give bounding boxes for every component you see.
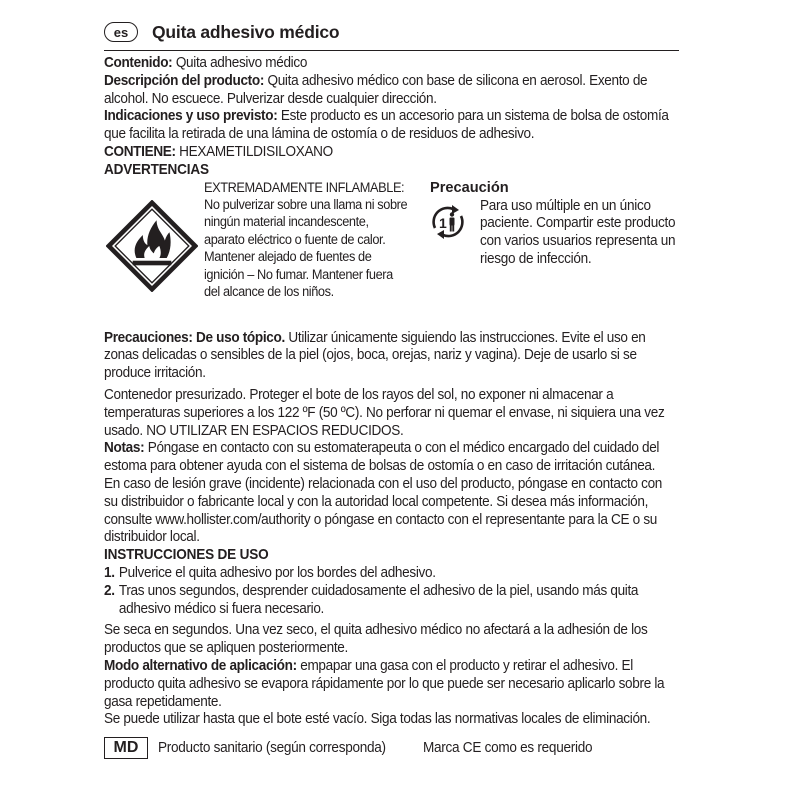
flammable-warning-text: EXTREMADAMENTE INFLAMABLE: No pulverizar sobre una llama ni sobre ningún material incandescente, aparato eléctrico o fuente de calor. Mantener alejado de fuentes de ignición – No fumar. Mantener fuera del alcance de los niños. bbox=[204, 179, 408, 301]
contents-text: Quita adhesivo médico bbox=[172, 55, 308, 71]
notes-text: Póngase en contacto con su estomaterapeuta o con el médico encargado del cuidado del estoma para obtener ayuda con el sistema de bolsas de ostomía o en caso de irritación cutánea. bbox=[104, 440, 660, 475]
contents-line bbox=[104, 55, 679, 73]
alternative-method-label: Modo alternativo de aplicación: bbox=[104, 657, 297, 674]
footer-symbols bbox=[104, 737, 679, 759]
intended-use-paragraph bbox=[104, 108, 679, 144]
description-paragraph bbox=[104, 73, 679, 109]
contains-label: CONTIENE: bbox=[104, 143, 176, 160]
page-title: Quita adhesivo médico bbox=[152, 21, 340, 42]
single-patient-multiple-use-icon bbox=[428, 202, 468, 242]
step-text: Tras unos segundos, desprender cuidadosamente el adhesivo de la piel, usando más quita adhesivo médico si fuera necesario. bbox=[118, 582, 639, 617]
ce-mark-text: Marca CE como es requerido bbox=[422, 740, 593, 757]
contents-label: Contenido: bbox=[104, 55, 173, 71]
notes-label: Notas: bbox=[104, 440, 145, 457]
step-text: Pulverice el quita adhesivo por los bordes del adhesivo. bbox=[118, 564, 436, 581]
instruction-step bbox=[104, 583, 679, 619]
instruction-leaflet bbox=[104, 18, 679, 759]
disposal-paragraph: Se puede utilizar hasta que el bote esté vacío. Siga todas las normativas locales de eliminación. bbox=[104, 711, 651, 728]
caution-text: Para uso múltiple en un único paciente. Compartir este producto con varios usuarios representa un riesgo de infección. bbox=[480, 197, 676, 267]
language-badge: es bbox=[104, 22, 138, 42]
single-patient-symbol-number: 1 bbox=[439, 214, 447, 231]
description-label: Descripción del producto: bbox=[104, 72, 265, 89]
warnings-heading: ADVERTENCIAS bbox=[104, 161, 209, 178]
instructions-heading: INSTRUCCIONES DE USO bbox=[104, 547, 269, 564]
intended-use-label: Indicaciones y uso previsto: bbox=[104, 108, 278, 125]
notes-paragraph bbox=[104, 440, 679, 476]
description-text: Quita adhesivo médico con base de silicona en aerosol. Exento de alcohol. No escuece. Pulverizar desde cualquier dirección. bbox=[104, 72, 648, 107]
medical-device-symbol: MD bbox=[104, 737, 148, 759]
precautions-paragraph bbox=[104, 330, 679, 383]
alternative-method-text: empapar una gasa con el producto y retirar el adhesivo. El producto quita adhesivo se evapora rápidamente por lo que puede ser necesario aplicarlo sobre la gasa repetidamente. bbox=[104, 657, 665, 710]
pressurized-paragraph: Contenedor presurizado. Proteger el bote de los rayos del sol, no exponer ni almacenar a temperaturas superiores a los 122 ºF (50 ºC). No perforar ni quemar el envase, ni siquiera una vez usado. NO UTILIZAR EN ESPACIOS REDUCIDOS. bbox=[104, 386, 665, 439]
step-number: 2. bbox=[104, 582, 115, 599]
caution-title: Precaución bbox=[430, 179, 509, 196]
alternative-method-paragraph bbox=[104, 658, 679, 711]
precautions-text: Utilizar únicamente siguiendo las instrucciones. Evite el uso en zonas delicadas o sensibles de la piel (ojos, boca, orejas, nariz y vagina). Deje de usarlo si se produce irritación. bbox=[104, 329, 646, 382]
warnings-block bbox=[104, 180, 679, 330]
title-row bbox=[104, 18, 679, 46]
instruction-step bbox=[104, 565, 679, 583]
incident-paragraph: En caso de lesión grave (incidente) relacionada con el uso del producto, póngase en contacto con su distribuidor o fabricante local y con la autoridad local competente. Si desea más información, consulte www.hollister.com/authority o póngase en contacto con el representante para la CE o su distribuidor local. bbox=[104, 475, 663, 546]
medical-device-text: Producto sanitario (según corresponda) bbox=[158, 740, 386, 757]
contains-text: HEXAMETILDISILOXANO bbox=[175, 143, 333, 160]
precautions-label: Precauciones: De uso tópico. bbox=[104, 329, 285, 346]
contains-line bbox=[104, 144, 679, 162]
title-divider bbox=[104, 50, 679, 51]
flammable-hazard-icon bbox=[106, 200, 198, 292]
step-number: 1. bbox=[104, 564, 115, 581]
dry-note-paragraph: Se seca en segundos. Una vez seco, el quita adhesivo médico no afectará a la adhesión de los productos que se apliquen posteriormente. bbox=[104, 622, 648, 657]
intended-use-text: Este producto es un accesorio para un sistema de bolsa de ostomía que facilita la retirada de una lámina de ostomía o de residuos de adhesivo. bbox=[104, 108, 669, 143]
